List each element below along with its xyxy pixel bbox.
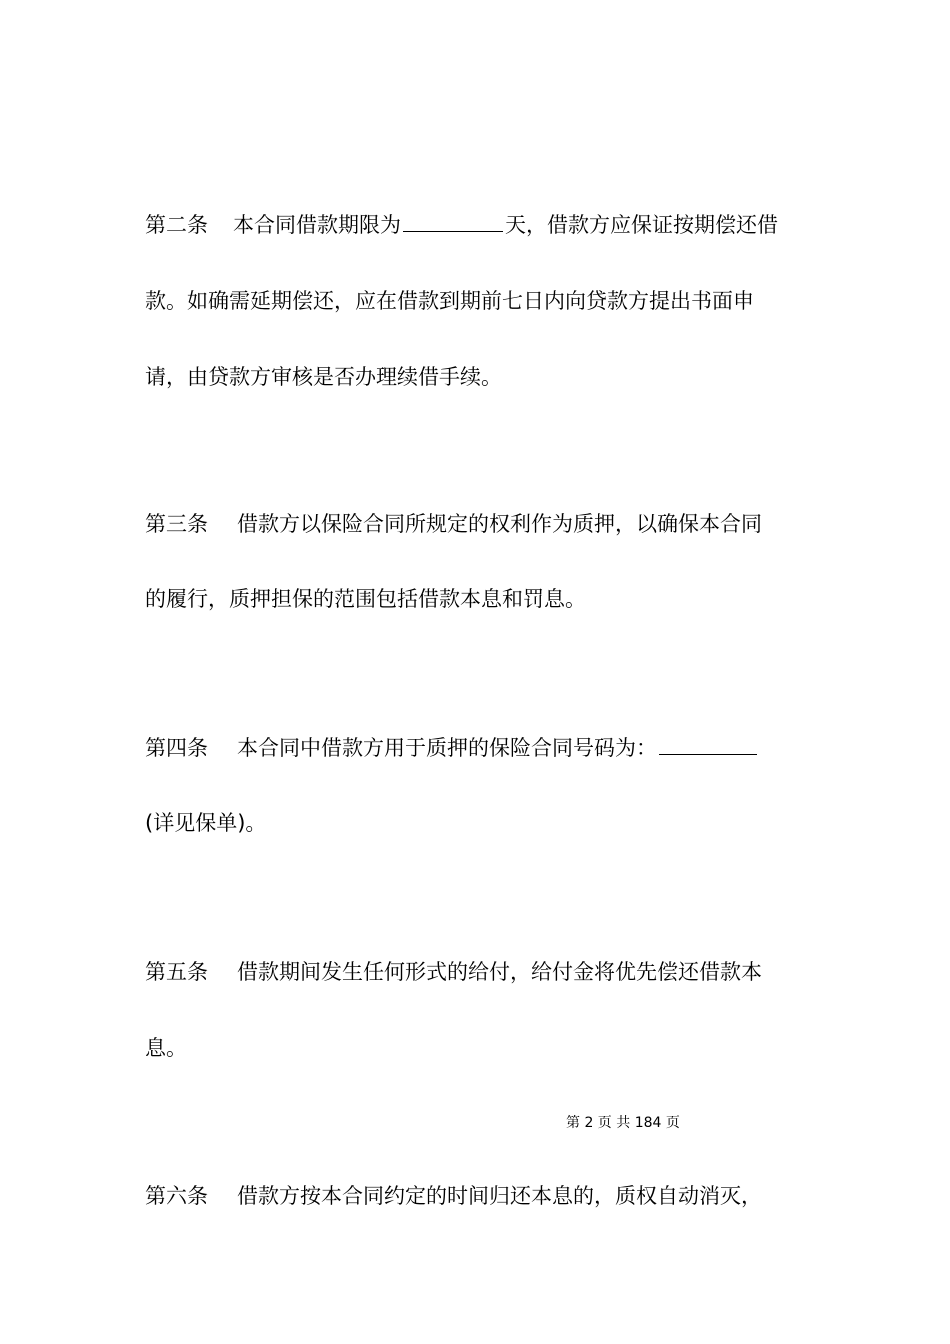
article-6-text: 借款方按本合同约定的时间归还本息的，质权自动消灭， [237,1184,762,1208]
article-5-text: 借款期间发生任何形式的给付，给付金将优先偿还借款本 [237,960,762,984]
article-4-line-1 [145,734,810,762]
article-5-label: 第五条 [145,960,208,984]
policy-number-blank [659,734,757,755]
article-2-label: 第二条 [145,213,208,237]
loan-term-blank [403,211,503,232]
article-2-line-1 [145,211,810,239]
article-3-text: 借款方以保险合同所规定的权利作为质押，以确保本合同 [237,512,762,536]
article-5-line-1 [145,958,810,986]
article-2-text-b: 天，借款方应保证按期偿还借 [505,213,778,237]
article-4-text: 本合同中借款方用于质押的保险合同号码为： [237,736,657,760]
page-number-footer: 第 2 页 共 184 页 [566,1115,680,1131]
article-4-label: 第四条 [145,736,208,760]
article-3-line-1 [145,510,810,538]
article-5-line-2: 息。 [145,1036,187,1060]
article-6-label: 第六条 [145,1184,208,1208]
article-3-label: 第三条 [145,512,208,536]
article-2-line-2: 款。如确需延期偿还，应在借款到期前七日内向贷款方提出书面申 [145,289,754,313]
article-6-line-1 [145,1182,810,1210]
article-3-line-2: 的履行，质押担保的范围包括借款本息和罚息。 [145,587,586,611]
article-2-text-a: 本合同借款期限为 [233,213,401,237]
article-4-line-2: (详见保单)。 [145,811,267,835]
article-2-line-3: 请，由贷款方审核是否办理续借手续。 [145,365,502,389]
